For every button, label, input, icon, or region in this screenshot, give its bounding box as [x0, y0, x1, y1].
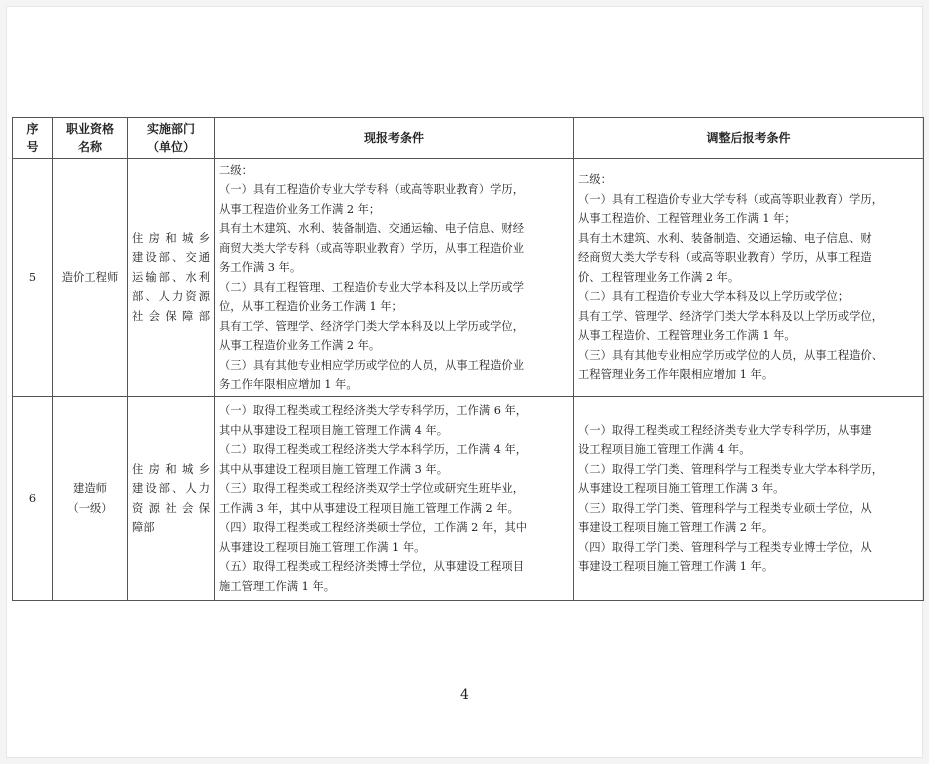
qualification-table	[12, 117, 924, 601]
header-dept: 实施部门 （单位）	[128, 118, 215, 159]
header-name: 职业资格 名称	[53, 118, 128, 159]
table-row	[13, 159, 924, 397]
page-number: 4	[460, 687, 469, 703]
row-num: 6	[13, 397, 53, 601]
row-num: 5	[13, 159, 53, 397]
header-current: 现报考条件	[215, 118, 574, 159]
row-department: 住房和城乡 建设部、人力 资源社会保 障部	[128, 397, 215, 601]
row-adjusted-conditions: （一）取得工程类或工程经济类专业大学专科学历，从事建 设工程项目施工管理工作满 4 年。 （二）取得工学门类、管理科学与工程类专业大学本科学历， 从事建设工程项目施工管理工作满 3 年。 （三）取得工学门类、管理科学与工程类专业硕士学位，从 事建设工程项目施工管理工作满 2 年。 （四）取得工学门类、管理科学与工程类专业博士学位，从 事建设工程项目施工管理工作满 1 年。	[574, 397, 924, 601]
row-department: 住房和城乡 建设部、交通 运输部、水利 部、人力资源 社会保障部	[128, 159, 215, 397]
table-header-row	[13, 118, 924, 159]
row-current-conditions: （一）取得工程类或工程经济类大学专科学历，工作满 6 年， 其中从事建设工程项目施工管理工作满 4 年。 （二）取得工程类或工程经济类大学本科学历，工作满 4 年， 其中从事建设工程项目施工管理工作满 3 年。 （三）取得工程类或工程经济类双学士学位或研究生班毕业， 工作满 3 年，其中从事建设工程项目施工管理工作满 2 年。 （四）取得工程类或工程经济类硕士学位，工作满 2 年，其中 从事建设工程项目施工管理工作满 1 年。 （五）取得工程类或工程经济类博士学位，从事建设工程项目 施工管理工作满 1 年。	[215, 397, 574, 601]
table-row	[13, 397, 924, 601]
header-adjusted: 调整后报考条件	[574, 118, 924, 159]
row-qualification-name: 建造师 （一级）	[53, 397, 128, 601]
header-num: 序 号	[13, 118, 53, 159]
document-page	[6, 6, 923, 758]
row-adjusted-conditions: 二级： （一）具有工程造价专业大学专科（或高等职业教育）学历， 从事工程造价、工程管理业务工作满 1 年； 具有土木建筑、水利、装备制造、交通运输、电子信息、财 经商贸大类大学专科（或高等职业教育）学历，从事工程造 价、工程管理业务工作满 2 年。 （二）具有工程造价专业大学本科及以上学历或学位； 具有工学、管理学、经济学门类大学本科及以上学历或学位， 从事工程造价、工程管理业务工作满 1 年。 （三）具有其他专业相应学历或学位的人员，从事工程造价、 工程管理业务工作年限相应增加 1 年。	[574, 159, 924, 397]
row-current-conditions: 二级： （一）具有工程造价专业大学专科（或高等职业教育）学历， 从事工程造价业务工作满 2 年； 具有土木建筑、水利、装备制造、交通运输、电子信息、财经 商贸大类大学专科（或高等职业教育）学历，从事工程造价业 务工作满 3 年。 （二）具有工程管理、工程造价专业大学本科及以上学历或学 位，从事工程造价业务工作满 1 年； 具有工学、管理学、经济学门类大学本科及以上学历或学位， 从事工程造价业务工作满 2 年。 （三）具有其他专业相应学历或学位的人员，从事工程造价业 务工作年限相应增加 1 年。	[215, 159, 574, 397]
row-qualification-name: 造价工程师	[53, 159, 128, 397]
